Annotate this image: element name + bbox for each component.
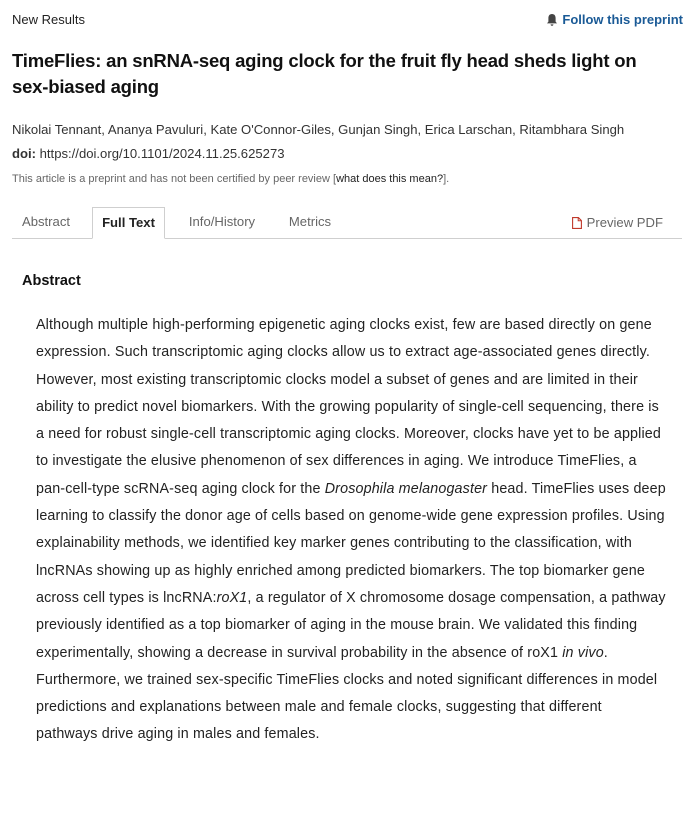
species-name: Drosophila melanogaster xyxy=(324,480,488,497)
follow-label: Follow this preprint xyxy=(562,12,683,27)
preview-pdf-label: Preview PDF xyxy=(586,214,663,230)
doi-link[interactable]: https://doi.org/10.1101/2024.11.25.625273 xyxy=(39,146,285,161)
section-label: New Results xyxy=(12,12,85,27)
in-vivo-term: in vivo xyxy=(562,644,604,661)
pdf-file-icon xyxy=(572,217,582,229)
tab-info-history[interactable]: Info/History xyxy=(188,214,256,229)
abstract-heading: Abstract xyxy=(22,273,81,289)
abstract-part-3: , a regulator of X chromosome dosage compensation, a pathway previously identified as a top biomarker of aging in the mouse brain. We validated this finding experimentally, showing a decrease in survival probability in the absence of roX1 xyxy=(36,589,666,661)
preprint-disclaimer xyxy=(12,173,449,185)
preview-pdf-button[interactable] xyxy=(572,207,663,238)
gene-name: roX1 xyxy=(216,589,248,606)
disclaimer-text: This article is a preprint and has not been certified by peer review [ xyxy=(12,173,337,185)
doi-label: doi: xyxy=(12,146,36,161)
top-bar xyxy=(12,11,684,31)
tab-full-text[interactable]: Full Text xyxy=(92,207,165,239)
what-does-this-mean-link[interactable]: what does this mean? xyxy=(336,173,444,185)
article-title: TimeFlies: an snRNA-seq aging clock for the fruit fly head sheds light on sex-biased aging xyxy=(12,50,637,97)
abstract-part-2: head. TimeFlies uses deep learning to classify the donor age of cells based on genome-wide gene expression profiles. Using explainability methods, we identified key marker genes contributing to the classification, with lncRNAs showing up as highly enriched among predicted biomarkers. The top biomarker gene across cell types is lncRNA: xyxy=(36,480,666,606)
abstract-part-1: Although multiple high-performing epigenetic aging clocks exist, few are based directly on gene expression. Such transcriptomic aging clocks allow us to extract age-associated genes directly. However, most existing transcriptomic clocks model a subset of genes and are limited in their ability to predict novel biomarkers. With the growing popularity of single-cell sequencing, there is a need for robust single-cell transcriptomic aging clocks. Moreover, clocks have yet to be applied to investigate the elusive phenomenon of sex differences in aging. We introduce TimeFlies, a pan-cell-type scRNA-seq aging clock for the xyxy=(36,317,662,497)
article-tabs xyxy=(12,207,682,239)
abstract-part-4: . Furthermore, we trained sex-specific TimeFlies clocks and noted significant differences in model predictions and explanations between male and female clocks, suggesting that different pathways drive aging in males and females. xyxy=(36,644,658,743)
author-list: Nikolai Tennant, Ananya Pavuluri, Kate O'Connor-Giles, Gunjan Singh, Erica Larschan, Ritambhara Singh xyxy=(12,122,625,137)
tab-metrics[interactable]: Metrics xyxy=(288,214,332,229)
follow-preprint-button[interactable] xyxy=(546,12,683,27)
doi-line xyxy=(12,146,285,161)
abstract-text xyxy=(36,312,666,749)
disclaimer-suffix: ]. xyxy=(443,173,450,185)
tab-abstract[interactable]: Abstract xyxy=(21,214,71,229)
bell-icon xyxy=(546,13,558,27)
